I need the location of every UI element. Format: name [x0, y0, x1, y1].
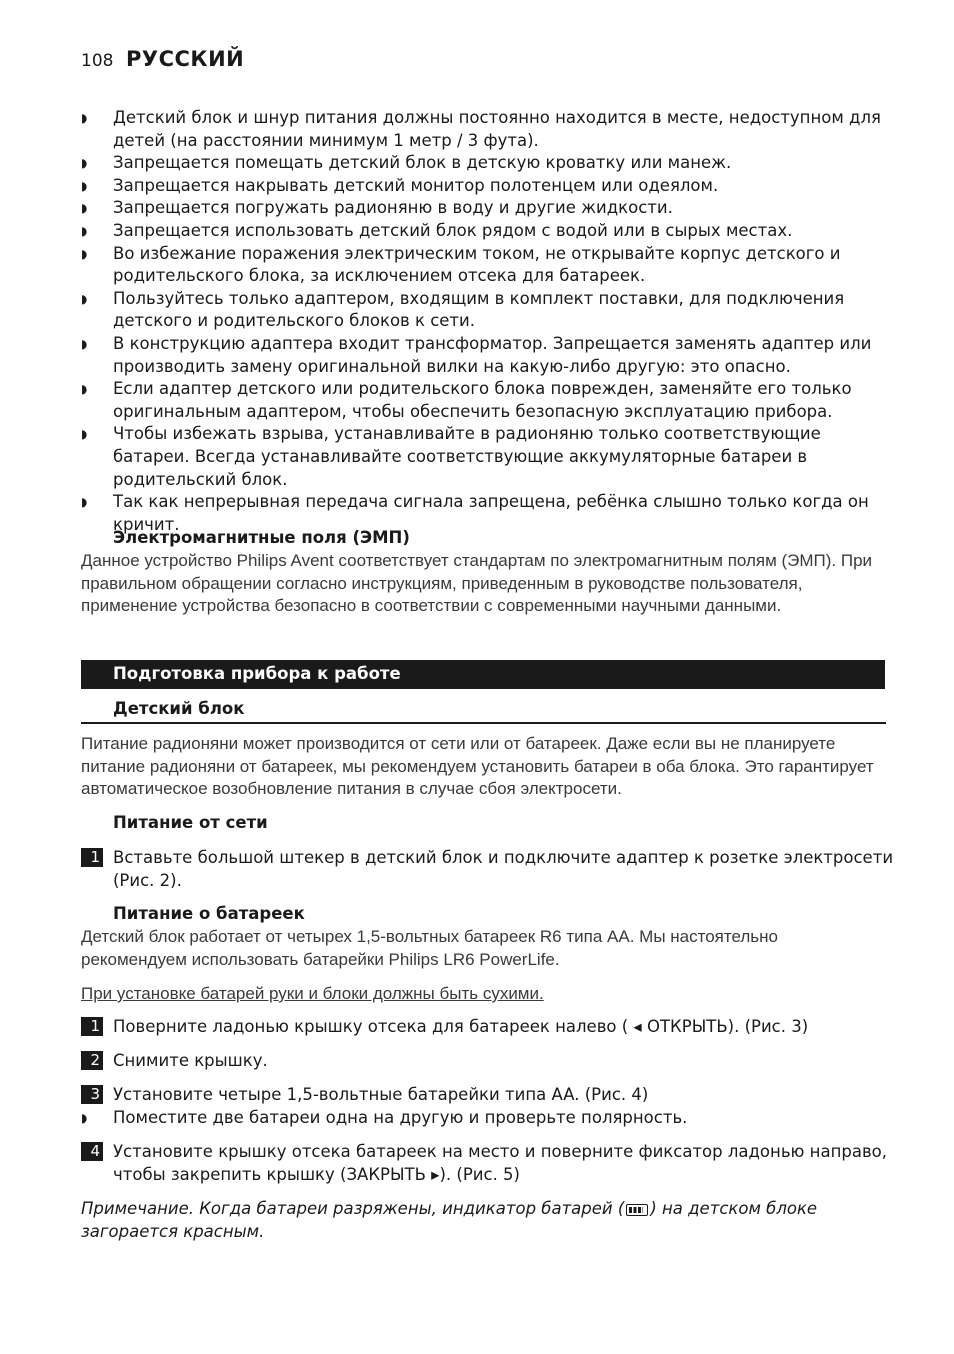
battery-note: Примечание. Когда батареи разряжены, индикатор батарей ( ) на детском блоке загорается красным.: [81, 1199, 818, 1241]
divider: [81, 722, 886, 724]
bullet-icon: ◗: [81, 336, 88, 351]
section-intro: Питание радионяни может производится от сети или от батареек. Даже если вы не планируете питание радионяни от батареек, мы рекомендуем установить батареи в оба блока. Это гарантирует автоматическое возобновление питания в случае сбоя электросети.: [81, 734, 874, 799]
step-number: 2: [81, 1051, 103, 1070]
battery-step-4: [81, 1141, 901, 1186]
section-title: Подготовка прибора к работе: [113, 664, 401, 683]
section-title-bar: [81, 660, 885, 689]
bullet-text: Поместите две батареи одна на другую и проверьте полярность.: [113, 1108, 688, 1127]
list-item: ◗ Так как непрерывная передача сигнала запрещена, ребёнка слышно только когда он кричит.: [81, 492, 869, 534]
battery-indicator-icon: [626, 1204, 648, 1216]
step-text: Снимите крышку.: [113, 1051, 268, 1070]
emf-heading: Электромагнитные поля (ЭМП): [113, 528, 410, 547]
step-text: Установите крышку отсека батареек на место и поверните фиксатор ладонью направо, чтобы закрепить крышку (ЗАКРЫТЬ ▸). (Рис. 5): [113, 1142, 888, 1184]
list-item: ◗ Запрещается использовать детский блок рядом с водой или в сырых местах.: [81, 220, 901, 243]
bullet-icon: ◗: [81, 1111, 88, 1125]
step-text: Поверните ладонью крышку отсека для батареек налево ( ◂ ОТКРЫТЬ). (Рис. 3): [113, 1017, 809, 1036]
battery-step-3-bullet: [81, 1107, 901, 1130]
battery-step-1: [81, 1016, 901, 1039]
language-heading: РУССКИЙ: [126, 47, 245, 71]
list-item: ◗ Если адаптер детского или родительского блока поврежден, заменяйте его только оригинальным адаптером, чтобы обеспечить безопасную эксплуатацию прибора.: [81, 379, 852, 421]
step-number: 1: [81, 848, 103, 867]
list-item: ◗ Запрещается накрывать детский монитор полотенцем или одеялом.: [81, 175, 901, 198]
list-item: ◗ Пользуйтесь только адаптером, входящим в комплект поставки, для подключения детского и родительского блоков к сети.: [81, 288, 845, 331]
bullet-icon: ◗: [81, 201, 88, 216]
bullet-icon: ◗: [81, 382, 88, 397]
list-item: ◗ В конструкцию адаптера входит трансформатор. Запрещается заменять адаптер или производить замену оригинальной вилки на какую-либо другую: это опасно.: [81, 333, 872, 376]
list-item: ◗ Чтобы избежать взрыва, устанавливайте в радионяню только соответствующие батареи. Всегда устанавливайте соответствующие аккумуляторные батареи в родительский блок.: [81, 424, 821, 489]
battery-warning: При установке батарей руки и блоки должны быть сухими.: [81, 984, 544, 1003]
mains-step-1: [81, 847, 901, 892]
step-number: 4: [81, 1142, 103, 1161]
bullet-icon: ◗: [81, 111, 88, 125]
battery-text: Детский блок работает от четырех 1,5-вольтных батареек R6 типа AA. Мы настоятельно рекомендуем использовать батарейки Philips LR6 PowerLife.: [81, 927, 778, 969]
mains-heading: Питание от сети: [113, 813, 268, 832]
list-item: ◗ Запрещается помещать детский блок в детскую кроватку или манеж.: [81, 152, 901, 175]
bullet-icon: ◗: [81, 246, 88, 261]
step-text: Вставьте большой штекер в детский блок и подключите адаптер к розетке электросети (Рис. 2).: [113, 848, 894, 890]
battery-step-2: [81, 1050, 901, 1073]
step-number: 3: [81, 1085, 103, 1104]
bullet-icon: ◗: [81, 427, 88, 442]
page-number: 108: [81, 51, 114, 71]
list-item: ◗ Во избежание поражения электрическим током, не открывайте корпус детского и родительского блока, за исключением отсека для батареек.: [81, 243, 841, 286]
bullet-icon: ◗: [81, 178, 88, 193]
battery-step-3: [81, 1084, 901, 1107]
list-item: ◗ Запрещается погружать радионяню в воду и другие жидкости.: [81, 197, 901, 220]
step-text: Установите четыре 1,5-вольтные батарейки типа AA. (Рис. 4): [113, 1085, 649, 1104]
section-subtitle: Детский блок: [113, 699, 245, 718]
bullet-icon: ◗: [81, 156, 88, 171]
list-item: ◗ Детский блок и шнур питания должны постоянно находится в месте, недоступном для детей (на расстоянии минимум 1 метр / 3 фута).: [81, 108, 881, 150]
step-number: 1: [81, 1017, 103, 1036]
bullet-icon: ◗: [81, 291, 88, 306]
bullet-icon: ◗: [81, 495, 88, 510]
emf-text: Данное устройство Philips Avent соответствует стандартам по электромагнитным полям (ЭМП). При правильном обращении согласно инструкциям, приведенным в руководстве пользователя, применение устройства безопасно в соответствии с современными научными данными.: [81, 551, 873, 616]
safety-warnings-list: [81, 107, 901, 536]
battery-heading: Питание о батареек: [113, 904, 305, 923]
bullet-icon: ◗: [81, 223, 88, 238]
